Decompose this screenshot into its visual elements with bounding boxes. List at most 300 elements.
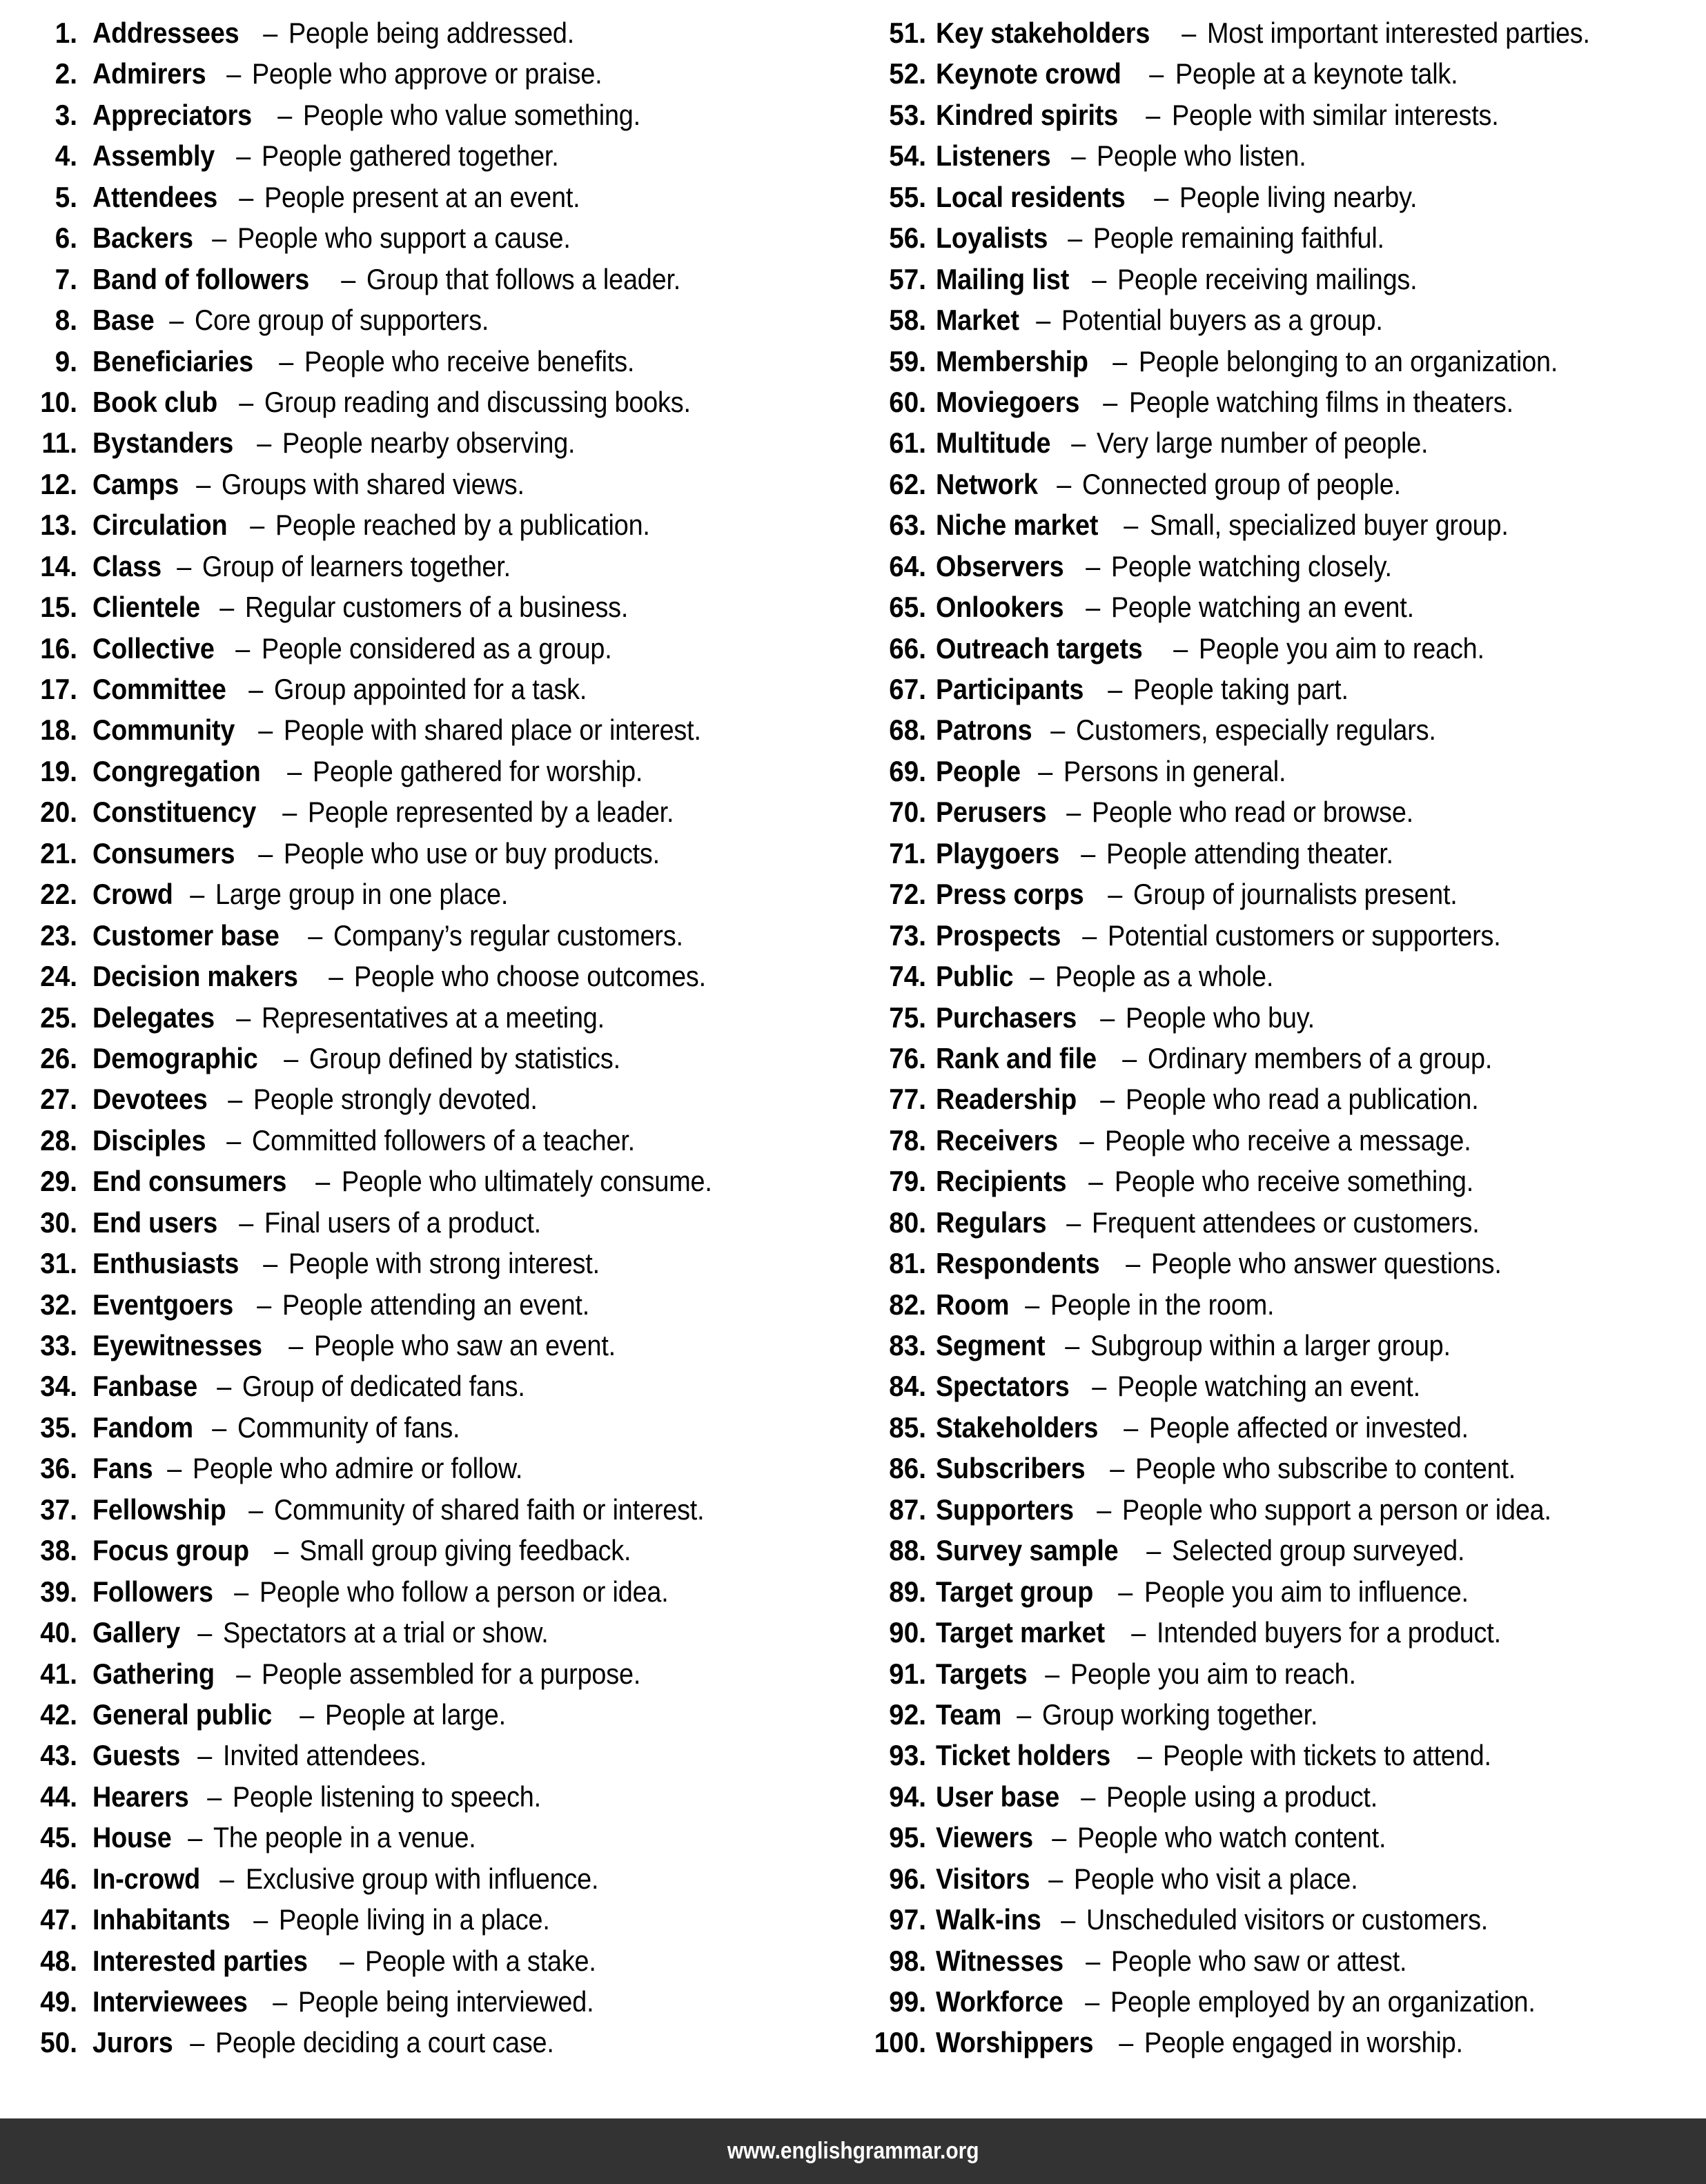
list-item-number: 22. [40, 878, 77, 911]
list-item-term: Addressees [92, 17, 239, 49]
list-item-term: Inhabitants [92, 1903, 231, 1936]
list-item-definition: People who use or buy products. [284, 836, 660, 869]
list-item [863, 299, 1699, 340]
list-item-term: Local residents [936, 180, 1126, 213]
list-item-definition: People you aim to reach. [1199, 631, 1484, 665]
list-item-definition: People who support a person or idea. [1122, 1493, 1551, 1526]
list-item-number: 62. [889, 467, 926, 500]
list-item-definition: People present at an event. [264, 180, 580, 213]
list-item [23, 1489, 846, 1530]
list-item [23, 1243, 846, 1283]
list-item-term: Witnesses [936, 1944, 1064, 1977]
list-item-separator: – [332, 1944, 361, 1977]
list-item-definition: Group of dedicated fans. [242, 1370, 525, 1403]
list-item-separator: – [199, 1780, 229, 1813]
list-item-number: 42. [40, 1698, 77, 1731]
list-item-definition: People remaining faithful. [1093, 222, 1385, 255]
list-item [863, 382, 1699, 422]
list-item [23, 217, 846, 258]
list-item-separator: – [1089, 1493, 1119, 1526]
list-item-definition: People at a keynote talk. [1175, 57, 1458, 90]
list-item [23, 1612, 846, 1653]
list-item-number: 87. [889, 1493, 926, 1526]
list-item [863, 1038, 1699, 1079]
list-item-separator: – [1096, 385, 1125, 418]
list-item-term: Niche market [936, 509, 1099, 542]
list-item-term: Rank and file [936, 1041, 1097, 1074]
list-item-term: Class [92, 549, 161, 582]
list-item [23, 1120, 846, 1161]
list-item-number: 55. [889, 180, 926, 213]
list-item-term: Base [92, 304, 155, 337]
list-item-number: 61. [889, 426, 926, 460]
list-item-number: 19. [40, 754, 77, 787]
list-item-separator: – [1147, 180, 1176, 213]
list-item-definition: Group of journalists present. [1133, 878, 1458, 911]
list-item-number: 13. [40, 509, 77, 542]
list-item-term: Decision makers [92, 960, 298, 993]
list-item-number: 3. [55, 98, 77, 131]
list-item-number: 100. [874, 2026, 926, 2059]
list-item-definition: Small group giving feedback. [300, 1534, 631, 1567]
list-item-number: 90. [889, 1616, 926, 1649]
list-item-definition: Small, specialized buyer group. [1149, 509, 1509, 542]
list-item-definition: People who value something. [302, 98, 640, 131]
list-item-separator: – [1030, 754, 1059, 787]
list-item-term: Regulars [936, 1206, 1047, 1239]
list-item-separator: – [209, 1370, 239, 1403]
list-item-number: 47. [40, 1903, 77, 1936]
list-item-number: 58. [889, 304, 926, 337]
list-item-number: 67. [889, 673, 926, 705]
list-item-term: Keynote crowd [936, 57, 1121, 90]
list-item-separator: – [190, 1739, 219, 1772]
list-item-definition: People who read or browse. [1092, 796, 1414, 829]
list-item [863, 1407, 1699, 1448]
list-item [23, 382, 846, 422]
list-item-term: Enthusiasts [92, 1247, 239, 1280]
list-item-term: Assembly [92, 139, 215, 173]
list-item-definition: People receiving mailings. [1117, 262, 1418, 295]
list-item-term: Observers [936, 549, 1064, 582]
list-item [23, 1407, 846, 1448]
list-item-number: 57. [889, 262, 926, 295]
list-item-separator: – [1081, 1165, 1110, 1198]
list-item-term: Readership [936, 1083, 1077, 1116]
list-item-number: 1. [55, 17, 77, 49]
list-item-definition: Group that follows a leader. [366, 262, 681, 295]
list-item [863, 546, 1699, 587]
list-item [23, 833, 846, 874]
list-item-number: 54. [889, 139, 926, 173]
list-item-term: Playgoers [936, 836, 1060, 869]
list-item-term: Committee [92, 673, 226, 705]
list-item-separator: – [333, 262, 363, 295]
list-item-term: Viewers [936, 1821, 1033, 1854]
list-item-term: Participants [936, 673, 1084, 705]
list-item-separator: – [1102, 1452, 1131, 1485]
list-item [863, 1243, 1699, 1283]
list-item [23, 341, 846, 382]
list-item-separator: – [190, 1616, 219, 1649]
list-item [863, 1858, 1699, 1899]
list-item-separator: – [265, 1985, 295, 2018]
list-item-separator: – [270, 98, 300, 131]
list-item-separator: – [1044, 1821, 1074, 1854]
list-item-definition: The people in a venue. [213, 1821, 477, 1854]
list-item-term: People [936, 754, 1021, 787]
list-item-number: 59. [889, 344, 926, 377]
list-item-separator: – [161, 304, 191, 337]
list-item-separator: – [228, 139, 258, 173]
list-item-term: Book club [92, 385, 218, 418]
list-item [863, 95, 1699, 135]
list-item-definition: People employed by an organization. [1110, 1985, 1536, 2018]
list-item-number: 95. [889, 1821, 926, 1854]
list-item-separator: – [1111, 1575, 1140, 1608]
list-item-definition: People who watch content. [1077, 1821, 1386, 1854]
list-item [23, 1202, 846, 1243]
list-item-definition: People who receive benefits. [304, 344, 635, 377]
list-item-separator: – [1050, 467, 1079, 500]
list-item-number: 68. [889, 714, 926, 747]
list-item-separator: – [251, 714, 280, 747]
list-item-definition: Unscheduled visitors or customers. [1086, 1903, 1488, 1936]
list-item-number: 64. [889, 549, 926, 582]
list-item-definition: Customers, especially regulars. [1076, 714, 1436, 747]
list-item-number: 46. [40, 1862, 77, 1895]
list-item-separator: – [275, 796, 304, 829]
list-item-separator: – [1059, 796, 1088, 829]
list-item-definition: Ordinary members of a group. [1147, 1041, 1493, 1074]
list-item-separator: – [1101, 878, 1130, 911]
list-item [23, 1940, 846, 1981]
list-item-term: General public [92, 1698, 273, 1731]
list-item-term: Fans [92, 1452, 153, 1485]
list-item-separator: – [228, 1001, 258, 1034]
list-item-term: Backers [92, 222, 193, 255]
footer-bar [0, 2118, 1706, 2184]
list-item-term: Admirers [92, 57, 206, 90]
list-item-definition: People as a whole. [1055, 960, 1274, 993]
list-item [23, 1571, 846, 1612]
list-item-number: 23. [40, 918, 77, 952]
list-item-definition: Representatives at a meeting. [261, 1001, 605, 1034]
list-item-separator: – [1078, 1985, 1107, 2018]
list-item-term: Followers [92, 1575, 213, 1608]
list-item-definition: People taking part. [1133, 673, 1349, 705]
list-item-number: 91. [889, 1657, 926, 1690]
list-item-definition: Groups with shared views. [222, 467, 524, 500]
list-item-separator: – [280, 754, 308, 787]
list-item-term: Customer base [92, 918, 280, 952]
list-item-separator: – [1022, 960, 1052, 993]
list-item [23, 1366, 846, 1406]
list-item-definition: Group defined by statistics. [309, 1041, 621, 1074]
list-item-term: In-crowd [92, 1862, 201, 1895]
list-item-separator: – [228, 631, 257, 665]
list-item-definition: People who buy. [1125, 1001, 1315, 1034]
list-item-number: 60. [889, 385, 926, 418]
list-item-separator: – [300, 918, 330, 952]
list-item-term: Patrons [936, 714, 1032, 747]
list-item [23, 504, 846, 545]
list-item-separator: – [241, 1493, 271, 1526]
list-item-term: Clientele [92, 591, 200, 624]
list-item-number: 5. [55, 180, 77, 213]
list-item-term: Team [936, 1698, 1002, 1731]
list-item-number: 79. [889, 1165, 926, 1198]
list-item [863, 791, 1699, 832]
list-item-definition: People deciding a court case. [215, 2026, 554, 2059]
list-item-separator: – [1084, 1370, 1114, 1403]
list-item [863, 1161, 1699, 1201]
list-item-separator: – [205, 1410, 234, 1444]
list-item-term: Crowd [92, 878, 173, 911]
list-item-term: Perusers [936, 796, 1047, 829]
list-item-number: 29. [40, 1165, 77, 1198]
list-item-term: Mailing list [936, 262, 1070, 295]
list-item [23, 915, 846, 956]
list-item [23, 1735, 846, 1775]
list-item-number: 38. [40, 1534, 77, 1567]
list-item [863, 464, 1699, 504]
list-item-number: 94. [889, 1780, 926, 1813]
list-item-definition: Exclusive group with influence. [245, 1862, 598, 1895]
list-item-number: 14. [40, 549, 77, 582]
list-item-definition: People reached by a publication. [275, 509, 650, 542]
list-item-definition: Regular customers of a business. [245, 591, 629, 624]
list-item-term: Recipients [936, 1165, 1067, 1198]
list-item-term: Walk-ins [936, 1903, 1041, 1936]
list-item-separator: – [321, 960, 351, 993]
list-item-number: 16. [40, 631, 77, 665]
list-item-term: Bystanders [92, 426, 234, 460]
list-item-number: 52. [889, 57, 926, 90]
right-column [853, 12, 1706, 2063]
list-item-separator: – [251, 836, 280, 869]
list-item-definition: Large group in one place. [215, 878, 508, 911]
list-item-number: 86. [889, 1452, 926, 1485]
list-item-term: Fellowship [92, 1493, 226, 1526]
list-item [23, 1653, 846, 1694]
list-item-term: Listeners [936, 139, 1051, 173]
list-item-separator: – [271, 344, 301, 377]
list-item-separator: – [213, 1862, 242, 1895]
list-item [23, 1817, 846, 1858]
list-item-separator: – [1075, 918, 1104, 952]
list-item-definition: People watching films in theaters. [1128, 385, 1513, 418]
list-item-term: Receivers [936, 1123, 1059, 1157]
list-item [863, 53, 1699, 94]
list-item [23, 259, 846, 299]
list-item-number: 21. [40, 836, 77, 869]
list-item [863, 956, 1699, 996]
list-item-number: 41. [40, 1657, 77, 1690]
list-item [23, 1079, 846, 1119]
list-item-term: Visitors [936, 1862, 1030, 1895]
list-item-definition: People nearby observing. [282, 426, 576, 460]
list-item [23, 135, 846, 176]
list-item [23, 1899, 846, 1940]
list-item-definition: Persons in general. [1063, 754, 1286, 787]
list-item-separator: – [1029, 304, 1058, 337]
list-item-term: Workforce [936, 1985, 1063, 2018]
list-item-number: 56. [889, 222, 926, 255]
list-item-definition: People who ultimately consume. [341, 1165, 712, 1198]
list-item [863, 997, 1699, 1038]
list-item-term: Room [936, 1288, 1010, 1321]
list-item-separator: – [232, 385, 261, 418]
list-item-number: 34. [40, 1370, 77, 1403]
list-item-definition: People with strong interest. [288, 1247, 600, 1280]
list-item-term: Circulation [92, 509, 228, 542]
list-item [23, 669, 846, 709]
list-item-term: Demographic [92, 1041, 258, 1074]
list-item [23, 874, 846, 914]
list-item-term: Guests [92, 1739, 181, 1772]
list-item-definition: Group appointed for a task. [274, 673, 587, 705]
list-item-definition: Invited attendees. [223, 1739, 427, 1772]
list-item-term: Camps [92, 467, 179, 500]
list-item-definition: People living in a place. [278, 1903, 550, 1936]
list-item-definition: Frequent attendees or customers. [1092, 1206, 1480, 1239]
list-item-separator: – [232, 180, 261, 213]
list-item-definition: People affected or invested. [1149, 1410, 1469, 1444]
list-item-number: 8. [55, 304, 77, 337]
list-item-definition: People using a product. [1106, 1780, 1378, 1813]
list-item-separator: – [1084, 262, 1114, 295]
list-item [863, 833, 1699, 874]
list-item-definition: People you aim to reach. [1070, 1657, 1357, 1690]
footer-website-url[interactable]: www.englishgrammar.org [727, 2138, 979, 2164]
list-item-term: Appreciators [92, 98, 253, 131]
list-item [23, 2022, 846, 2063]
list-item-term: Fandom [92, 1410, 193, 1444]
list-item-term: Constituency [92, 796, 257, 829]
list-item-term: User base [936, 1780, 1060, 1813]
list-item-term: Worshippers [936, 2026, 1094, 2059]
list-item-separator: – [227, 1575, 256, 1608]
list-item-separator: – [1063, 426, 1093, 460]
list-item [863, 709, 1699, 750]
left-column [0, 12, 853, 2063]
list-item [23, 1284, 846, 1325]
list-item-definition: People considered as a group. [261, 631, 612, 665]
list-item [23, 1325, 846, 1366]
list-item [863, 1571, 1699, 1612]
list-item-number: 7. [55, 262, 77, 295]
list-item-separator: – [188, 467, 218, 500]
list-item-separator: – [1117, 1410, 1146, 1444]
list-item-separator: – [1041, 1862, 1070, 1895]
list-item-definition: People who follow a person or idea. [259, 1575, 669, 1608]
list-item-term: Stakeholders [936, 1410, 1099, 1444]
list-item-separator: – [228, 1657, 257, 1690]
list-item-term: Spectators [936, 1370, 1070, 1403]
list-item-term: Beneficiaries [92, 344, 253, 377]
list-item-number: 27. [40, 1083, 77, 1116]
list-item [863, 1653, 1699, 1694]
list-item-separator: – [1073, 836, 1103, 869]
list-item-definition: People attending an event. [282, 1288, 589, 1321]
list-item-separator: – [169, 549, 199, 582]
list-item-definition: Group reading and discussing books. [264, 385, 692, 418]
list-item [23, 1858, 846, 1899]
list-item-definition: People who visit a place. [1073, 1862, 1358, 1895]
list-item-term: Gathering [92, 1657, 215, 1690]
list-item-number: 32. [40, 1288, 77, 1321]
list-item-definition: Group of learners together. [202, 549, 511, 582]
list-item-number: 17. [40, 673, 77, 705]
list-item-separator: – [256, 17, 285, 49]
list-item-number: 97. [889, 1903, 926, 1936]
list-item-separator: – [242, 673, 271, 705]
list-item-number: 11. [41, 426, 77, 460]
list-item-number: 76. [889, 1041, 926, 1074]
list-item [863, 1899, 1699, 1940]
list-item-separator: – [1130, 1739, 1159, 1772]
list-item-number: 96. [889, 1862, 926, 1895]
list-item-term: Press corps [936, 878, 1084, 911]
list-item-separator: – [182, 878, 212, 911]
list-item-number: 81. [889, 1247, 926, 1280]
list-item-separator: – [1092, 1001, 1122, 1034]
list-item-term: Onlookers [936, 591, 1064, 624]
list-item-number: 4. [55, 139, 77, 173]
list-item-separator: – [1073, 1780, 1103, 1813]
list-item [863, 1202, 1699, 1243]
list-item [863, 587, 1699, 627]
list-item-definition: People with tickets to attend. [1163, 1739, 1492, 1772]
list-item-definition: People who choose outcomes. [353, 960, 706, 993]
list-item-separator: – [1106, 344, 1135, 377]
list-item-number: 84. [889, 1370, 926, 1403]
list-item-definition: Connected group of people. [1082, 467, 1402, 500]
list-item-definition: Intended buyers for a product. [1157, 1616, 1502, 1649]
list-item-term: Eyewitnesses [92, 1329, 262, 1361]
list-item-term: Moviegoers [936, 385, 1080, 418]
list-item-number: 35. [40, 1410, 77, 1444]
list-item-term: Interviewees [92, 1985, 248, 2018]
list-item [23, 177, 846, 217]
list-item-definition: Core group of supporters. [194, 304, 489, 337]
list-item-definition: People who listen. [1097, 139, 1306, 173]
list-item-term: Targets [936, 1657, 1028, 1690]
list-item-term: House [92, 1821, 172, 1854]
list-item-separator: – [246, 1903, 275, 1936]
list-item-definition: People gathered together. [261, 139, 559, 173]
list-item-separator: – [1053, 1903, 1082, 1936]
list-item-number: 15. [40, 591, 77, 624]
list-item [23, 791, 846, 832]
list-item [23, 1038, 846, 1079]
list-item [863, 1612, 1699, 1653]
list-item-number: 85. [889, 1410, 926, 1444]
list-item-separator: – [1043, 714, 1072, 747]
list-item-definition: People with shared place or interest. [284, 714, 702, 747]
list-item-definition: Potential buyers as a group. [1061, 304, 1383, 337]
list-item-number: 24. [40, 960, 77, 993]
list-item-number: 77. [889, 1083, 926, 1116]
list-item-separator: – [213, 591, 242, 624]
list-item-number: 78. [889, 1123, 926, 1157]
list-item-separator: – [1078, 549, 1108, 582]
list-item-number: 37. [40, 1493, 77, 1526]
list-item-term: Disciples [92, 1123, 206, 1157]
list-item [863, 1366, 1699, 1406]
list-item-definition: Potential customers or supporters. [1108, 918, 1501, 952]
